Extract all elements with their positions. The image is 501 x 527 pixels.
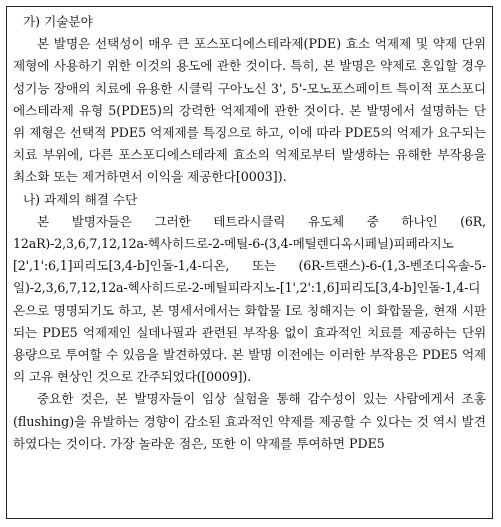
document-body	[13, 11, 486, 455]
paragraph-technical-field: 본 발명은 선택성이 매우 큰 포스포디에스테라제(PDE) 효소 억제제 및 약제 단위 제형에 사용하기 위한 이것의 용도에 관한 것이다. 특히, 본 발명은 약제로 혼입할 경우 성기능 장애의 치료에 유용한 시클릭 구아노신 3', 5'-모노포스페이트 특이적 포스포디에스테라제 유형 5(PDE5)의 강력한 억제제에 관한 것이다. 본 발명에서 설명하는 단위 제형은 선택적 PDE5 억제제를 특징으로 하고, 이에 따라 PDE5의 억제가 요구되는 치료 부위에, 다른 포스포디에스테라제 효소의 억제로부터 발생하는 유해한 부작용을 최소화 또는 제거하면서 이익을 제공한다[0003]).	[13, 36, 486, 185]
paragraph-solution-flushing: 중요한 것은, 본 발명자들이 임상 실험을 통해 감수성이 있는 사람에게서 조홍(flushing)을 유발하는 경향이 감소된 효과적인 약제를 제공할 수 있다는 것 역시 발견하였다는 것이다. 가장 놀라운 점은, 또한 이 약제를 투여하면 PDE5	[13, 391, 486, 451]
section-heading-technical-field: 가) 기술분야	[23, 14, 93, 29]
section-heading-solution: 나) 과제의 해결 수단	[23, 191, 138, 207]
document-frame	[6, 6, 493, 519]
paragraph-solution-compound: 본 발명자들은 그러한 테트라시클릭 유도체 중 하나인 (6R, 12aR)-2,3,6,7,12,12a-헥사히드로-2-메틸-6-(3,4-메틸렌디옥시페닐)피페라지노[2',1':6,1]피리도[3,4-b]인돌-1,4-디온, 또는 (6R-트랜스)-6-(1,3-벤조디옥솔-5-일)-2,3,6,7,12,12a-헥사히드로-2-메틸피라지노-[1',2':1,6]피리도[3,4-b]인돌-1,4-디온으로 명명되기도 하고, 본 명세서에서는 화합물 I로 칭해지는 이 화합물을, 현재 시판되는 PDE5 억제제인 실데나필과 관련된 부작용 없이 효과적인 치료를 제공하는 단위 용량으로 투여할 수 있음을 발견하였다. 본 발명 이전에는 이러한 부작용은 PDE5 억제의 고유 현상인 것으로 간주되었다([0009]).	[13, 213, 486, 385]
